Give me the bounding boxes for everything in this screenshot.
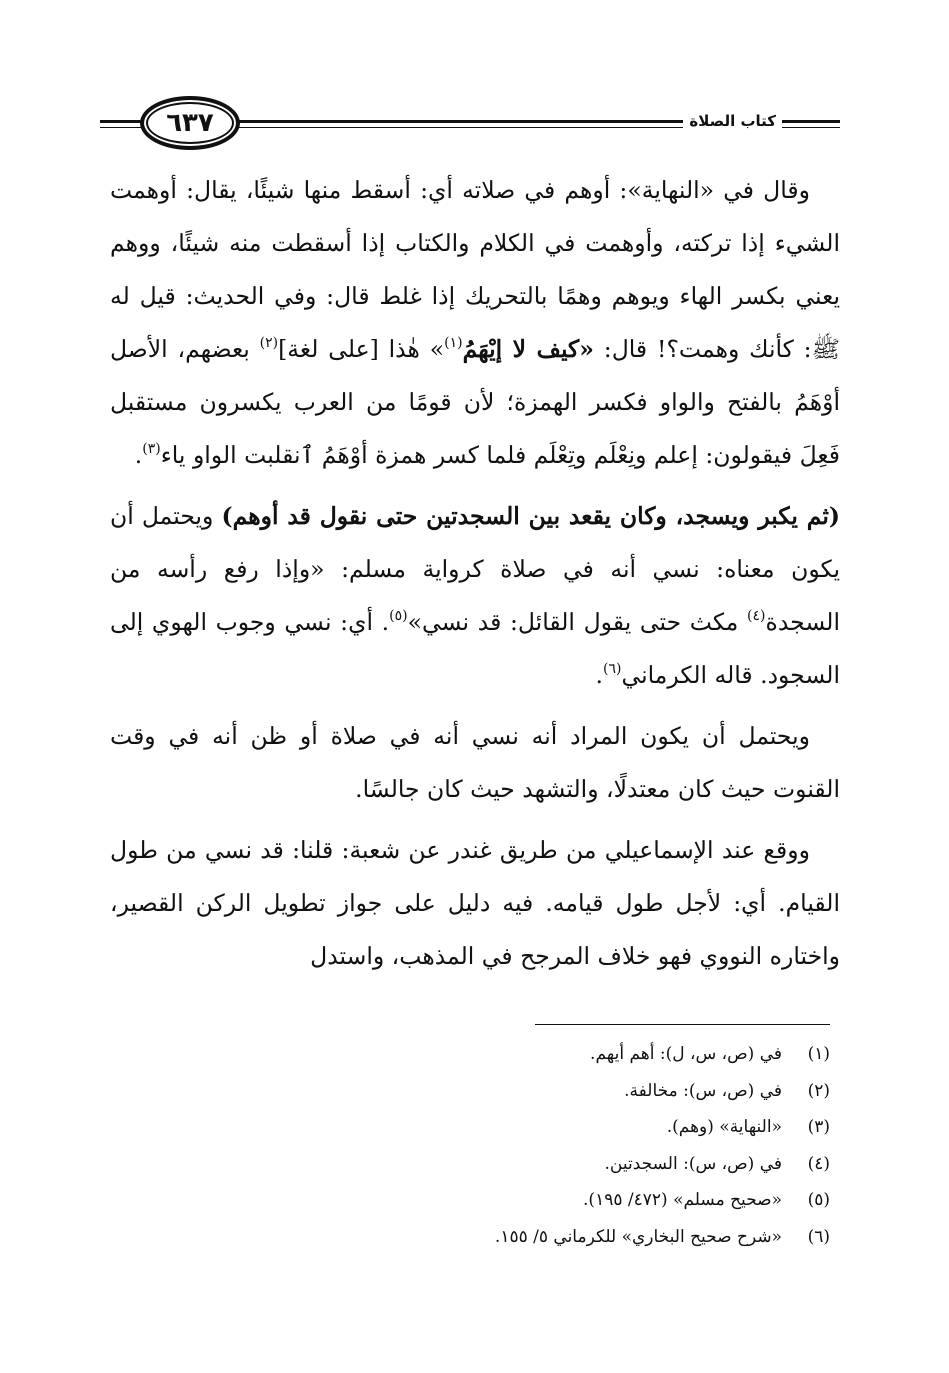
footnote-ref-1[interactable]: (١) (444, 335, 463, 351)
p1-text-b: » هٰذا [على لغة] (278, 335, 445, 363)
p1-hadith-quote: «كيف لا إيْهَمُ (462, 335, 594, 363)
footnote-number: (٦) (807, 1226, 830, 1247)
p2-matn-quote: (ثم يكبر ويسجد، وكان يقعد بين السجدتين حتى نقول قد أوهم) (221, 502, 840, 530)
footnote-text: في (ص، س): مخالفة. (624, 1080, 782, 1101)
footnote-item (300, 1073, 830, 1110)
footnote-ref-5[interactable]: (٥) (389, 608, 408, 624)
paragraph-4: ووقع عند الإسماعيلي من طريق غندر عن شعبة: قلنا: قد نسي من طول القيام. أي: لأجل طول قيامه. فيه دليل على جواز تطويل الركن القصير، واختاره النووي فهو خلاف المرجح في المذهب، واستدل (110, 836, 840, 970)
footnote-item (300, 1182, 830, 1219)
footnote-text: «النهاية» (وهم). (666, 1117, 782, 1137)
footnote-number: (٥) (807, 1190, 830, 1210)
footnote-number: (٤) (807, 1153, 830, 1174)
footnote-text: في (ص، س): السجدتين. (604, 1153, 782, 1174)
footnote-ref-3[interactable]: (٣) (142, 441, 161, 457)
page-number: ٦٣٧ (166, 108, 214, 138)
page-header (100, 96, 840, 156)
paragraph-3: ويحتمل أن يكون المراد أنه نسي أنه في صلاة أو ظن أنه في وقت القنوت حيث كان معتدلًا، والتشهد حيث كان جالسًا. (110, 722, 840, 803)
p1-text-a: وقال في «النهاية»: أوهم في صلاته أي: أسقط منها شيئًا، يقال: أوهمت الشيء إذا تركته، وأوهمت في الكلام والكتاب إذا أسقطت منه شيئًا، ووهم يعني بكسر الهاء ويوهم وهمًا بالتحريك إذا غلط قال: وفي الحديث: قيل له ﷺ: كأنك وهمت؟! قال: (110, 176, 840, 363)
footnote-item (300, 1109, 830, 1146)
footnote-number: (٢) (807, 1080, 830, 1101)
p1-text-d: . (134, 441, 143, 469)
footnote-number: (٣) (807, 1117, 830, 1137)
p2-text-a: ويحتمل أن يكون معناه: نسي أنه في صلاة كرواية مسلم: «وإذا رفع رأسه من السجدة (110, 502, 840, 636)
running-title: كتاب الصلاة (683, 112, 782, 130)
footnote-item (300, 1146, 830, 1183)
p2-text-d: . (595, 661, 604, 689)
p2-text-b: مكث حتى يقول القائل: قد نسي» (407, 608, 748, 636)
footnote-ref-2[interactable]: (٢) (259, 335, 279, 351)
footnote-text: «شرح صحيح البخاري» للكرماني ٥/ ١٥٥. (494, 1226, 782, 1247)
paragraph-2 (110, 490, 840, 702)
main-text (110, 164, 840, 983)
footnote-item (300, 1036, 830, 1073)
footnote-text: في (ص، س، ل): أهم أيهم. (590, 1044, 782, 1064)
footnote-number: (١) (807, 1044, 830, 1064)
footnote-ref-6[interactable]: (٦) (603, 661, 622, 677)
paragraph-1 (110, 164, 840, 482)
footnote-item (300, 1219, 830, 1256)
page-number-badge (140, 96, 240, 150)
footnote-separator (535, 1024, 830, 1025)
footnote-text: «صحيح مسلم» (٤٧٢/ ١٩٥). (583, 1190, 782, 1210)
p2-text-c: . أي: نسي وجوب الهوي إلى السجود. قاله الكرماني (110, 608, 840, 689)
footnote-ref-4[interactable]: (٤) (747, 608, 766, 624)
p1-text-c: بعضهم، الأصل أوْهَمُ بالفتح والواو فكسر الهمزة؛ لأن قومًا من العرب يكسرون مستقبل فَعِلَ فيقولون: إعلم ونِعْلَم وتِعْلَم فلما كسر همزة أوْهَمُ ٱنقلبت الواو ياء (110, 335, 840, 469)
footnotes (300, 1036, 830, 1255)
